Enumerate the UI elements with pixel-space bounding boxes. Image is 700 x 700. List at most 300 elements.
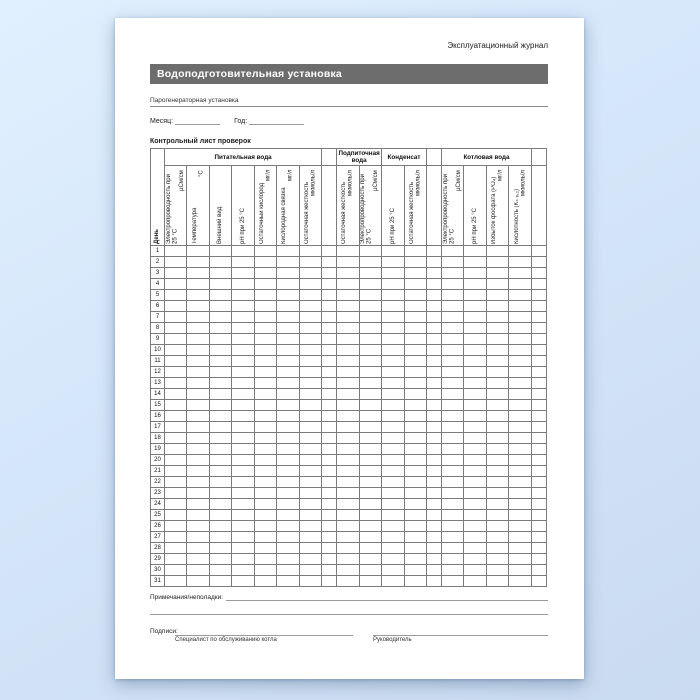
entry-cell (277, 367, 299, 378)
entry-cell (165, 400, 187, 411)
entry-cell (337, 554, 359, 565)
entry-cell (426, 499, 441, 510)
entry-cell (464, 554, 486, 565)
entry-cell (299, 290, 321, 301)
entry-cell (509, 565, 532, 576)
entry-cell (464, 268, 486, 279)
entry-cell (404, 554, 426, 565)
entry-cell (382, 246, 404, 257)
entry-cell (464, 334, 486, 345)
entry-cell (532, 323, 547, 334)
entry-cell (426, 268, 441, 279)
entry-cell (209, 477, 231, 488)
table-row (151, 268, 547, 279)
entry-cell (299, 532, 321, 543)
entry-cell (337, 279, 359, 290)
entry-cell (254, 268, 276, 279)
entry-cell (187, 290, 209, 301)
entry-cell (232, 411, 254, 422)
entry-cell (299, 488, 321, 499)
entry-cell (382, 510, 404, 521)
entry-cell (382, 400, 404, 411)
entry-cell (187, 312, 209, 323)
day-cell: 27 (151, 532, 165, 543)
entry-cell (359, 576, 381, 587)
entry-cell (359, 411, 381, 422)
entry-cell (232, 422, 254, 433)
entry-cell (426, 455, 441, 466)
entry-cell (254, 246, 276, 257)
day-cell: 28 (151, 543, 165, 554)
entry-cell (359, 510, 381, 521)
day-cell: 14 (151, 389, 165, 400)
param-unit: мкмоль/л (415, 170, 422, 196)
entry-cell (486, 323, 508, 334)
entry-cell (322, 543, 337, 554)
entry-cell (509, 268, 532, 279)
entry-cell (359, 367, 381, 378)
entry-cell (299, 477, 321, 488)
entry-cell (254, 455, 276, 466)
entry-cell (532, 389, 547, 400)
entry-cell (426, 246, 441, 257)
entry-cell (509, 576, 532, 587)
entry-cell (464, 411, 486, 422)
day-cell: 9 (151, 334, 165, 345)
entry-cell (232, 433, 254, 444)
entry-cell (404, 345, 426, 356)
entry-cell (187, 367, 209, 378)
signatures-row (175, 631, 548, 643)
entry-cell (441, 400, 463, 411)
entry-cell (337, 510, 359, 521)
entry-cell (441, 345, 463, 356)
entry-cell (322, 290, 337, 301)
entry-cell (382, 323, 404, 334)
entry-cell (277, 301, 299, 312)
entry-cell (509, 532, 532, 543)
entry-cell (165, 466, 187, 477)
entry-cell (187, 466, 209, 477)
entry-cell (532, 532, 547, 543)
entry-cell (337, 477, 359, 488)
param-name: pH при 25 °C (389, 207, 396, 244)
entry-cell (337, 389, 359, 400)
month-year-row (150, 116, 548, 125)
entry-cell (277, 290, 299, 301)
param-name: День (154, 229, 161, 244)
entry-cell (464, 367, 486, 378)
entry-cell (532, 246, 547, 257)
entry-cell (165, 246, 187, 257)
entry-cell (299, 576, 321, 587)
spacer-group-header (532, 149, 547, 166)
entry-cell (404, 543, 426, 554)
entry-cell (209, 378, 231, 389)
entry-cell (337, 532, 359, 543)
entry-cell (359, 532, 381, 543)
entry-cell (509, 510, 532, 521)
table-row (151, 510, 547, 521)
param-name: Кислородная связка (281, 187, 288, 244)
entry-cell (277, 510, 299, 521)
entry-cell (532, 345, 547, 356)
entry-cell (209, 488, 231, 499)
entry-cell (277, 444, 299, 455)
entry-cell (404, 499, 426, 510)
entry-cell (509, 290, 532, 301)
entry-cell (299, 334, 321, 345)
entry-cell (382, 576, 404, 587)
entry-cell (426, 312, 441, 323)
entry-cell (441, 268, 463, 279)
table-row (151, 334, 547, 345)
entry-cell (404, 257, 426, 268)
day-column-header (151, 149, 165, 246)
entry-cell (322, 345, 337, 356)
entry-cell (299, 246, 321, 257)
entry-cell (187, 488, 209, 499)
entry-cell (277, 246, 299, 257)
entry-cell (532, 510, 547, 521)
entry-cell (322, 477, 337, 488)
entry-cell (426, 433, 441, 444)
entry-cell (382, 422, 404, 433)
entry-cell (254, 257, 276, 268)
entry-cell (464, 466, 486, 477)
signature-caption-operator: Специалист по обслуживанию котла (175, 637, 277, 643)
entry-cell (532, 334, 547, 345)
entry-cell (509, 279, 532, 290)
param-name: Остаточный кислород (258, 182, 265, 244)
entry-cell (359, 422, 381, 433)
entry-cell (277, 378, 299, 389)
entry-cell (404, 433, 426, 444)
entry-cell (232, 554, 254, 565)
entry-cell (277, 532, 299, 543)
entry-cell (359, 466, 381, 477)
group-header: Котловая вода (441, 149, 531, 166)
entry-cell (382, 257, 404, 268)
entry-cell (299, 499, 321, 510)
param-name: Электропроводность при 25 °C (442, 174, 456, 244)
entry-cell (322, 422, 337, 433)
param-unit: µСм/см (179, 170, 186, 191)
entry-cell (232, 499, 254, 510)
entry-cell (299, 389, 321, 400)
entry-cell (404, 488, 426, 499)
entry-cell (486, 455, 508, 466)
entry-cell (254, 466, 276, 477)
entry-cell (299, 444, 321, 455)
table-row (151, 433, 547, 444)
param-header (441, 166, 463, 246)
day-cell: 8 (151, 323, 165, 334)
entry-cell (426, 477, 441, 488)
table-row (151, 246, 547, 257)
entry-cell (426, 389, 441, 400)
entry-cell (359, 543, 381, 554)
entry-cell (441, 532, 463, 543)
entry-cell (209, 312, 231, 323)
entry-cell (322, 455, 337, 466)
entry-cell (359, 323, 381, 334)
entry-cell (532, 488, 547, 499)
entry-cell (299, 367, 321, 378)
entry-cell (486, 290, 508, 301)
entry-cell (277, 543, 299, 554)
entry-cell (464, 378, 486, 389)
entry-cell (382, 389, 404, 400)
entry-cell (165, 312, 187, 323)
day-cell: 4 (151, 279, 165, 290)
entry-cell (509, 411, 532, 422)
entry-cell (337, 290, 359, 301)
param-name: Внешний вид (217, 206, 224, 244)
entry-cell (254, 444, 276, 455)
table-row (151, 290, 547, 301)
entry-cell (337, 499, 359, 510)
entry-cell (299, 345, 321, 356)
entry-cell (464, 455, 486, 466)
entry-cell (382, 356, 404, 367)
entry-cell (165, 477, 187, 488)
entry-cell (426, 488, 441, 499)
entry-cell (532, 554, 547, 565)
entry-cell (277, 389, 299, 400)
entry-cell (532, 356, 547, 367)
entry-cell (509, 334, 532, 345)
entry-cell (299, 312, 321, 323)
entry-cell (187, 257, 209, 268)
entry-cell (277, 257, 299, 268)
entry-cell (359, 378, 381, 389)
plant-name-line: Парогенераторная установка (150, 97, 548, 107)
entry-cell (404, 312, 426, 323)
day-cell: 29 (151, 554, 165, 565)
entry-cell (382, 543, 404, 554)
entry-cell (165, 301, 187, 312)
day-cell: 13 (151, 378, 165, 389)
entry-cell (254, 554, 276, 565)
entry-cell (359, 521, 381, 532)
entry-cell (322, 466, 337, 477)
entry-cell (509, 499, 532, 510)
spacer-header-cell (322, 166, 337, 246)
entry-cell (509, 466, 532, 477)
entry-cell (277, 312, 299, 323)
entry-cell (277, 411, 299, 422)
entry-cell (486, 312, 508, 323)
entry-cell (299, 433, 321, 444)
entry-cell (209, 345, 231, 356)
entry-cell (509, 257, 532, 268)
entry-cell (441, 323, 463, 334)
entry-cell (426, 345, 441, 356)
signature-line-operator (175, 631, 353, 636)
day-cell: 16 (151, 411, 165, 422)
entry-cell (464, 257, 486, 268)
entry-cell (426, 356, 441, 367)
entry-cell (209, 521, 231, 532)
entry-cell (532, 477, 547, 488)
entry-cell (532, 367, 547, 378)
entry-cell (486, 499, 508, 510)
table-row (151, 323, 547, 334)
entry-cell (209, 356, 231, 367)
param-name: Остаточная жесткость (303, 181, 310, 244)
entry-cell (359, 301, 381, 312)
entry-cell (337, 323, 359, 334)
param-unit: мкмоль/л (520, 170, 527, 196)
entry-cell (486, 246, 508, 257)
entry-cell (359, 444, 381, 455)
entry-cell (464, 290, 486, 301)
entry-cell (404, 510, 426, 521)
entry-cell (254, 389, 276, 400)
entry-cell (322, 510, 337, 521)
entry-cell (232, 378, 254, 389)
notes-field-line-1 (226, 593, 548, 601)
entry-cell (187, 433, 209, 444)
entry-cell (165, 554, 187, 565)
entry-cell (509, 301, 532, 312)
entry-cell (359, 246, 381, 257)
entry-cell (232, 444, 254, 455)
entry-cell (441, 510, 463, 521)
entry-cell (359, 477, 381, 488)
entry-cell (382, 466, 404, 477)
table-row (151, 444, 547, 455)
entry-cell (322, 488, 337, 499)
entry-cell (337, 378, 359, 389)
param-unit: µСм/см (456, 170, 462, 191)
entry-cell (382, 565, 404, 576)
notes-field-line-2 (150, 614, 548, 615)
entry-cell (209, 422, 231, 433)
entry-cell (187, 400, 209, 411)
param-unit: мг/л (497, 170, 504, 182)
table-row (151, 532, 547, 543)
checklist-title: Контрольный лист проверок (150, 138, 251, 145)
entry-cell (232, 466, 254, 477)
entry-cell (209, 290, 231, 301)
entry-cell (404, 356, 426, 367)
entry-cell (441, 378, 463, 389)
entry-cell (232, 521, 254, 532)
entry-cell (322, 565, 337, 576)
param-header (509, 166, 532, 246)
table-row (151, 356, 547, 367)
entry-cell (464, 521, 486, 532)
entry-cell (441, 290, 463, 301)
entry-cell (209, 257, 231, 268)
entry-cell (359, 488, 381, 499)
entry-cell (165, 521, 187, 532)
entry-cell (509, 422, 532, 433)
entry-cell (232, 565, 254, 576)
entry-cell (404, 411, 426, 422)
param-header (299, 166, 321, 246)
param-header (187, 166, 209, 246)
entry-cell (382, 554, 404, 565)
param-header (209, 166, 231, 246)
entry-cell (404, 334, 426, 345)
entry-cell (187, 268, 209, 279)
entry-cell (464, 356, 486, 367)
entry-cell (187, 422, 209, 433)
entry-cell (509, 543, 532, 554)
entry-cell (532, 466, 547, 477)
table-row (151, 312, 547, 323)
entry-cell (187, 532, 209, 543)
entry-cell (337, 411, 359, 422)
entry-cell (441, 356, 463, 367)
entry-cell (486, 301, 508, 312)
param-unit: мг/л (265, 170, 272, 182)
entry-cell (404, 323, 426, 334)
entry-cell (359, 279, 381, 290)
entry-cell (426, 543, 441, 554)
entry-cell (464, 246, 486, 257)
entry-cell (209, 279, 231, 290)
entry-cell (187, 345, 209, 356)
entry-cell (165, 290, 187, 301)
entry-cell (426, 510, 441, 521)
entry-cell (165, 257, 187, 268)
entry-cell (299, 268, 321, 279)
entry-cell (359, 565, 381, 576)
entry-cell (165, 268, 187, 279)
entry-cell (532, 257, 547, 268)
entry-cell (322, 576, 337, 587)
entry-cell (209, 367, 231, 378)
day-cell: 6 (151, 301, 165, 312)
table-row (151, 488, 547, 499)
signature-line-manager (373, 631, 548, 636)
entry-cell (441, 422, 463, 433)
entry-cell (209, 565, 231, 576)
entry-cell (337, 466, 359, 477)
entry-cell (299, 356, 321, 367)
table-row (151, 389, 547, 400)
entry-cell (509, 378, 532, 389)
day-cell: 15 (151, 400, 165, 411)
entry-cell (404, 268, 426, 279)
entry-cell (486, 477, 508, 488)
month-label: Месяц: (150, 118, 174, 125)
param-unit: °C (198, 170, 205, 177)
entry-cell (232, 543, 254, 554)
entry-cell (486, 433, 508, 444)
entry-cell (532, 422, 547, 433)
entry-cell (209, 444, 231, 455)
table-row (151, 257, 547, 268)
param-header (165, 166, 187, 246)
entry-cell (165, 433, 187, 444)
entry-cell (382, 301, 404, 312)
entry-cell (464, 444, 486, 455)
entry-cell (382, 367, 404, 378)
entry-cell (441, 334, 463, 345)
entry-cell (254, 532, 276, 543)
day-cell: 25 (151, 510, 165, 521)
entry-cell (277, 521, 299, 532)
table-row (151, 411, 547, 422)
entry-cell (404, 367, 426, 378)
entry-cell (464, 499, 486, 510)
entry-cell (254, 422, 276, 433)
